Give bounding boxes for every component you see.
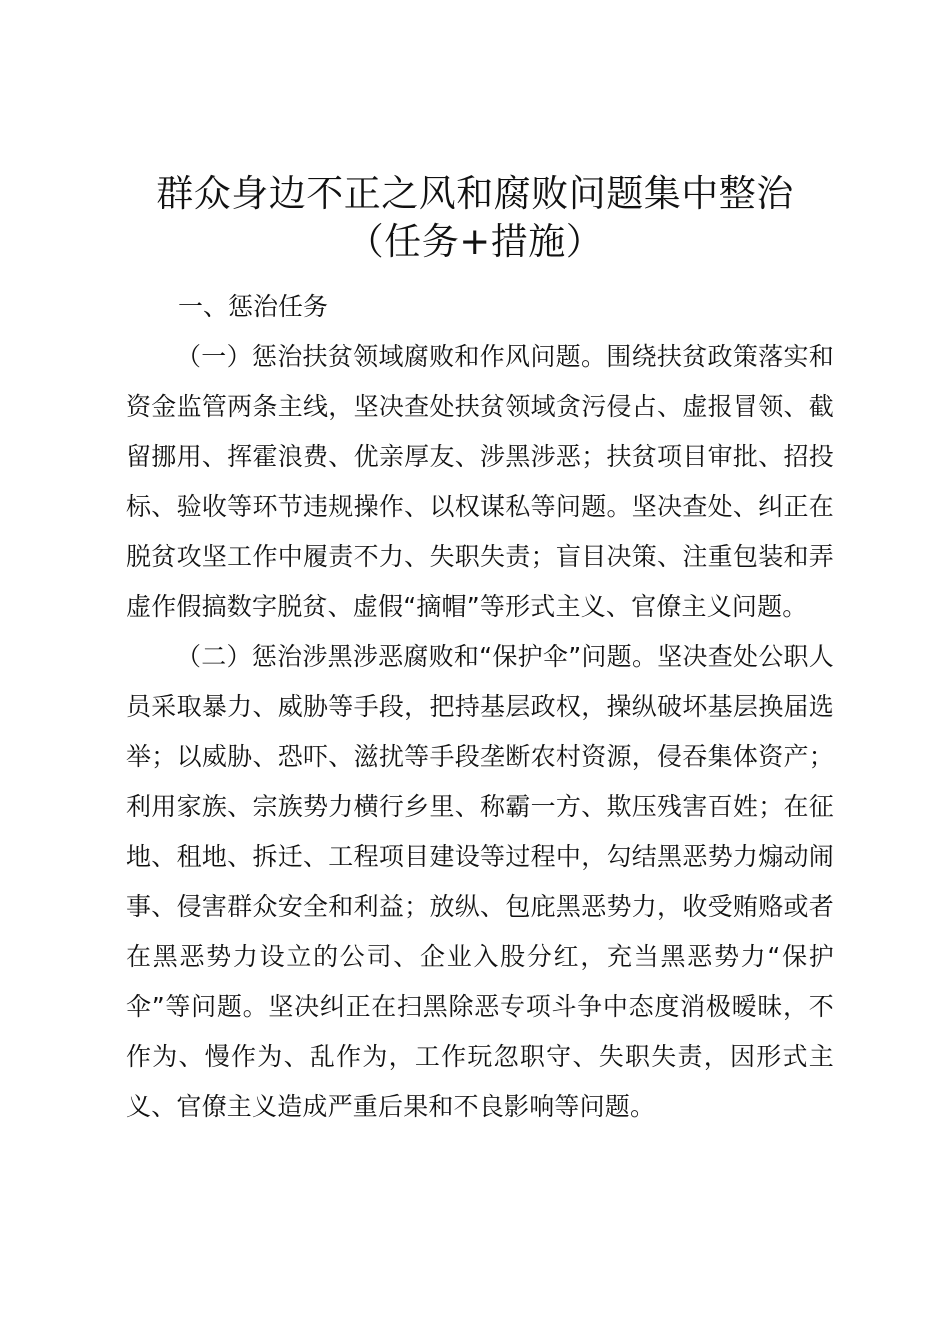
document-body (126, 282, 834, 1132)
section-heading: 一、惩治任务 (178, 292, 329, 321)
paragraph-2: （二）惩治涉黑涉恶腐败和“保护伞”问题。坚决查处公职人员采取暴力、威胁等手段，把持基层政权，操纵破坏基层换届选举；以威胁、恐吓、滋扰等手段垄断农村资源，侵吞集体资产；利用家族、宗族势力横行乡里、称霸一方、欺压残害百姓；在征地、租地、拆迁、工程项目建设等过程中，勾结黑恶势力煽动闹事、侵害群众安全和利益；放纵、包庇黑恶势力，收受贿赂或者在黑恶势力设立的公司、企业入股分红，充当黑恶势力“保护伞”等问题。坚决纠正在扫黑除恶专项斗争中态度消极暧昧，不作为、慢作为、乱作为，工作玩忽职守、失职失责，因形式主义、官僚主义造成严重后果和不良影响等问题。 (126, 642, 834, 1121)
paragraph-1: （一）惩治扶贫领域腐败和作风问题。围绕扶贫政策落实和资金监管两条主线，坚决查处扶贫领域贪污侵占、虚报冒领、截留挪用、挥霍浪费、优亲厚友、涉黑涉恶；扶贫项目审批、招投标、验收等环节违规操作、以权谋私等问题。坚决查处、纠正在脱贫攻坚工作中履责不力、失职失责；盲目决策、注重包装和弄虚作假搞数字脱贫、虚假“摘帽”等形式主义、官僚主义问题。 (126, 342, 834, 621)
document-title: 群众身边不正之风和腐败问题集中整治（任务+措施） (156, 172, 794, 263)
